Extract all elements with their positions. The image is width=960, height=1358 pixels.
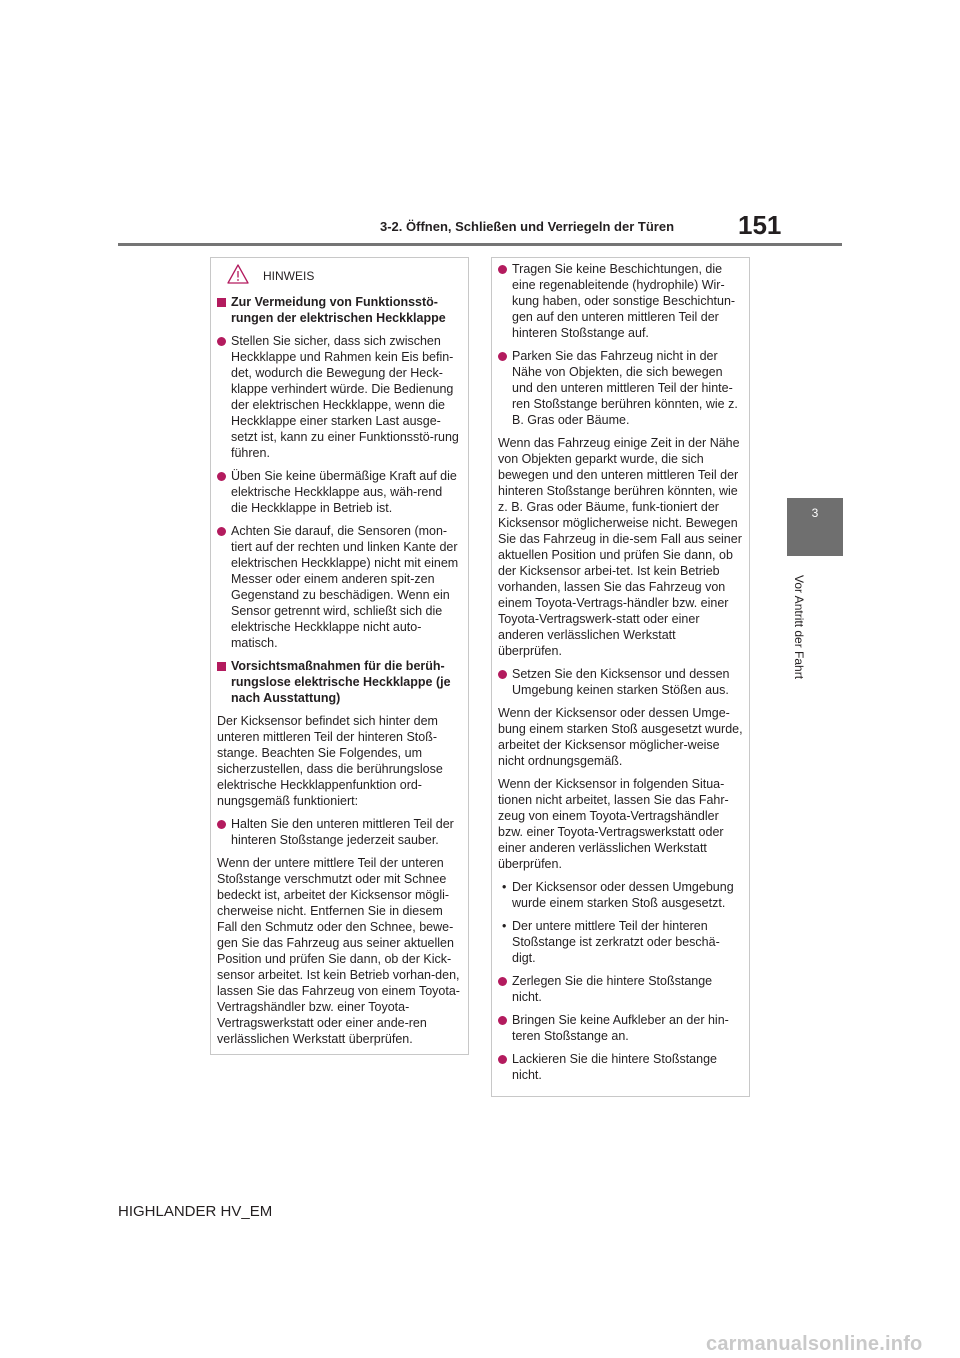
item-text: Wenn der Kicksensor in folgenden Situa-tionen nicht arbeitet, lassen Sie das Fahr-zeug von einem Toyota-Vertragshändler bzw. einer Toyota-Vertragswerkstatt oder einer anderen verlässlichen Werkstatt überprüfen. (498, 777, 729, 871)
chapter-label (790, 575, 808, 695)
paragraph (217, 713, 462, 809)
item-text: Vorsichtsmaßnahmen für die berüh-rungslose elektrische Heckklappe (je nach Ausstattung) (231, 659, 451, 705)
header-divider (118, 243, 842, 246)
chapter-tab (787, 498, 843, 556)
warning-triangle-icon (227, 264, 249, 284)
item-text: Stellen Sie sicher, dass sich zwischen Heckklappe und Rahmen kein Eis befin-det, wodurch die Bewegung der Heck-klappe verhindert würde. Die Bedienung der elektrischen Heckklappe, wenn die Heckklappe einer starken Last ausge-setzt ist, kann zu einer Funktionsstö-rung führen. (231, 334, 459, 460)
notice-label: HINWEIS (263, 269, 315, 283)
bullet-item (217, 333, 462, 461)
bullet-item (217, 816, 462, 848)
item-text: Achten Sie darauf, die Sensoren (mon-tiert auf der rechten und linken Kante der elektrischen Heckklappe) nicht mit einem Messer oder einem anderen spit-zen Gegenstand zu beschädigen. Wenn ein Sensor getrennt wird, schließt sich die elektrische Heckklappe nicht auto-matisch. (231, 524, 459, 650)
item-text: Parken Sie das Fahrzeug nicht in der Nähe von Objekten, die sich bewegen und den unteren mittleren Teil der hinte-ren Stoßstange berühren könnten, wie z. B. Gras oder Bäume. (512, 349, 738, 427)
bullet-item (498, 1051, 743, 1083)
paragraph (498, 705, 743, 769)
circle-bullet-icon (217, 472, 226, 481)
chapter-label-text: Vor Antritt der Fahrt (792, 575, 806, 680)
paragraph (217, 855, 462, 1047)
item-text: Zur Vermeidung von Funktionsstö-rungen der elektrischen Heckklappe (231, 295, 446, 325)
bullet-item (498, 261, 743, 341)
circle-bullet-icon (217, 820, 226, 829)
item-text: Der Kicksensor befindet sich hinter dem unteren mittleren Teil der hinteren Stoß-stange. Beachten Sie Folgendes, um sicherzustellen, dass die berührungslose elektrische Heckklappenfunktion ord-nungsgemäß funktioniert: (217, 714, 443, 808)
bullet-item (498, 1012, 743, 1044)
circle-bullet-icon (498, 1055, 507, 1064)
bullet-item (498, 973, 743, 1005)
notice-box-left (210, 257, 469, 1055)
paragraph (498, 776, 743, 872)
circle-bullet-icon (217, 337, 226, 346)
square-marker-icon (217, 298, 226, 307)
item-text: Setzen Sie den Kicksensor und dessen Umgebung keinen starken Stößen aus. (512, 667, 730, 697)
dot-bullet-icon: • (502, 919, 507, 933)
item-text: Wenn der Kicksensor oder dessen Umge-bung einem starken Stoß ausgesetzt wurde, arbeitet der Kicksensor möglicher-weise nicht ordnungsgemäß. (498, 706, 743, 768)
circle-bullet-icon (498, 352, 507, 361)
circle-bullet-icon (498, 265, 507, 274)
paragraph (498, 435, 743, 659)
model-code: HIGHLANDER HV_EM (118, 1203, 273, 1220)
section-heading (217, 294, 462, 326)
section-title: 3-2. Öffnen, Schließen und Verriegeln der Türen (380, 219, 675, 234)
item-text: Wenn das Fahrzeug einige Zeit in der Nähe von Objekten geparkt wurde, die sich bewegen und den unteren mittleren Teil der hinteren Stoßstange berühren könnten, wie z. B. Gras oder Bäume, funk-tioniert der Kicksensor möglicherweise nicht. Bewegen Sie das Fahrzeug in die-sem Fall aus seiner aktuellen Position und prüfen Sie dann, ob der Kicksensor arbei-tet. Ist kein Betrieb vorhanden, lassen Sie das Fahrzeug von einem Toyota-Vertrags-händler bzw. einer Toyota-Vertragswerk-statt oder einer anderen verlässlichen Werkstatt überprüfen. (498, 436, 742, 658)
bullet-item (217, 468, 462, 516)
section-heading (217, 658, 462, 706)
bullet-item (217, 523, 462, 651)
item-text: Tragen Sie keine Beschichtungen, die eine regenableitende (hydrophile) Wir-kung haben, oder sonstige Beschichtun-gen auf den unteren mittleren Teil der hinteren Stoßstange auf. (512, 262, 736, 340)
watermark: carmanualsonline.info (706, 1333, 923, 1355)
item-text: Bringen Sie keine Aufkleber an der hin-teren Stoßstange an. (512, 1013, 729, 1043)
circle-bullet-icon (498, 670, 507, 679)
notice-box-right (491, 257, 750, 1097)
bullet-item (498, 666, 743, 698)
item-text: Der Kicksensor oder dessen Umgebung wurde einem starken Stoß ausgesetzt. (512, 880, 734, 910)
item-text: Wenn der untere mittlere Teil der unteren Stoßstange verschmutzt oder mit Schnee bedeckt ist, arbeitet der Kicksensor mögli-cherweise nicht. Entfernen Sie in diesem Fall den Schmutz oder den Schnee, bewe-gen Sie das Fahrzeug aus seiner aktuellen Position und prüfen Sie dann, ob der Kick-sensor arbeitet. Ist kein Betrieb vorhan-den, lassen Sie das Fahrzeug von einem Toyota-Vertragshändler bzw. einer Toyota-Vertragswerkstatt oder einer ande-ren verlässlichen Werkstatt überprüfen. (217, 856, 460, 1046)
sub-item (498, 879, 743, 911)
item-text: Lackieren Sie die hintere Stoßstange nicht. (512, 1052, 717, 1082)
page-number: 151 (738, 210, 782, 240)
square-marker-icon (217, 662, 226, 671)
bullet-item (498, 348, 743, 428)
item-text: Üben Sie keine übermäßige Kraft auf die elektrische Heckklappe aus, wäh-rend die Heckklappe in Betrieb ist. (231, 469, 457, 515)
circle-bullet-icon (217, 527, 226, 536)
sub-item (498, 918, 743, 966)
circle-bullet-icon (498, 1016, 507, 1025)
dot-bullet-icon: • (502, 880, 507, 894)
item-text: Der untere mittlere Teil der hinteren Stoßstange ist zerkratzt oder beschä-digt. (512, 919, 720, 965)
item-text: Zerlegen Sie die hintere Stoßstange nicht. (512, 974, 713, 1004)
notice-content-right (498, 261, 743, 1083)
chapter-number: 3 (811, 506, 819, 520)
notice-header (211, 264, 468, 286)
notice-content-left (217, 294, 462, 1047)
item-text: Halten Sie den unteren mittleren Teil der hinteren Stoßstange jederzeit sauber. (231, 817, 454, 847)
circle-bullet-icon (498, 977, 507, 986)
